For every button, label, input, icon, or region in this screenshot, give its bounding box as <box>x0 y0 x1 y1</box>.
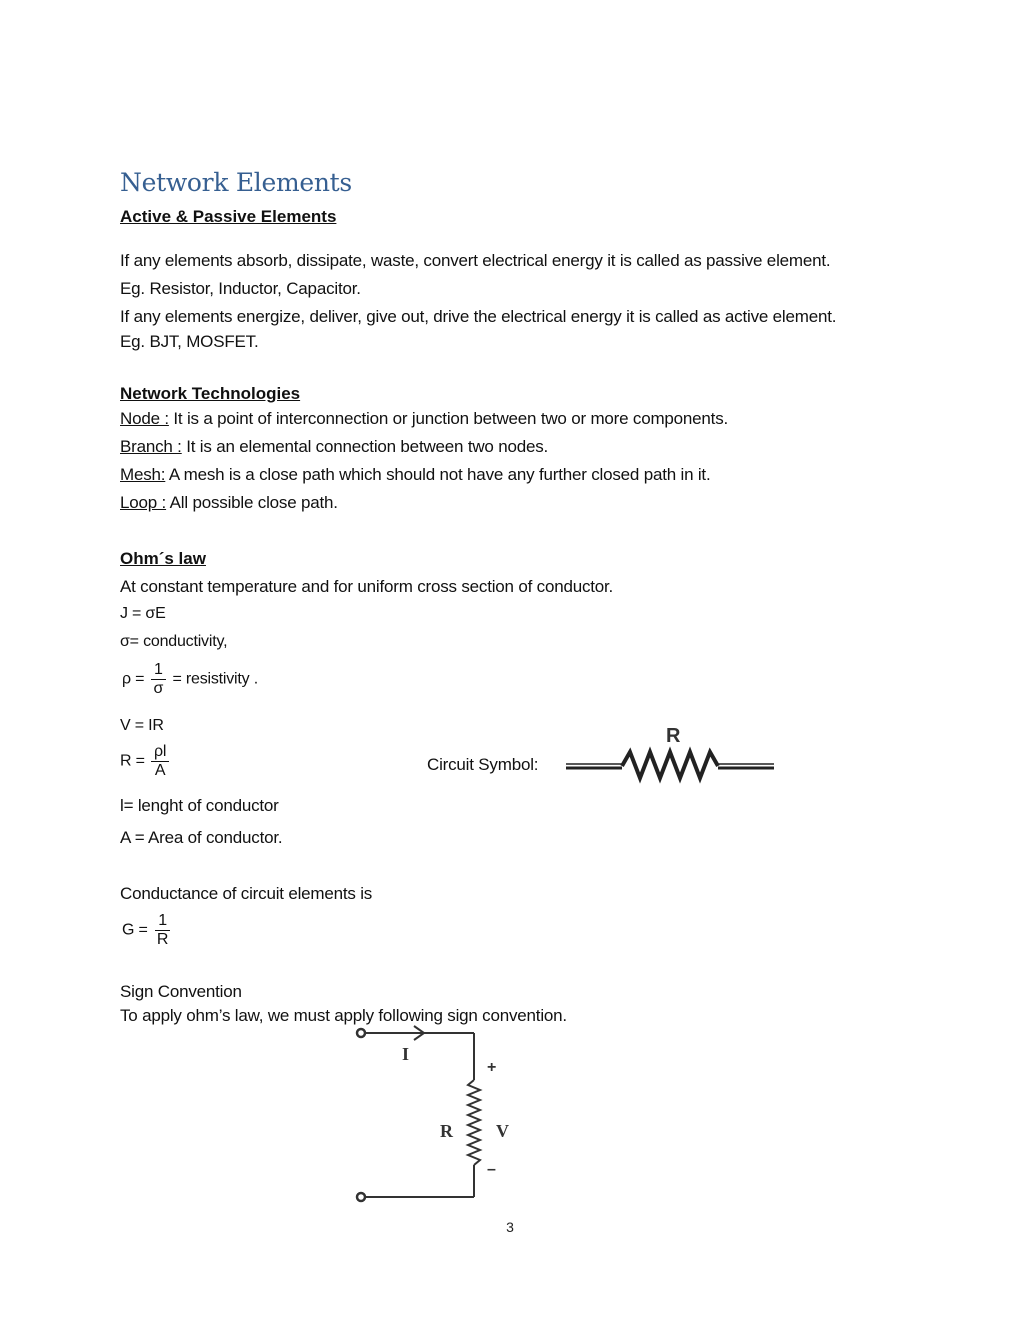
term-definition: All possible close path. <box>166 493 338 512</box>
page-number: 3 <box>506 1219 514 1235</box>
term-definition: A mesh is a close path which should not have any further closed path in it. <box>165 465 711 484</box>
circuit-symbol-label: Circuit Symbol: <box>427 755 539 774</box>
fraction <box>154 912 171 948</box>
eq-lhs: ρ = <box>122 670 145 688</box>
equation-resistance <box>120 743 171 779</box>
section-heading-network-technologies: Network Technologies <box>120 384 301 403</box>
term-definition: It is an elemental connection between two nodes. <box>181 437 549 456</box>
term-node <box>120 409 728 429</box>
denominator: σ <box>153 679 164 697</box>
equation-conductance <box>122 912 173 948</box>
ohms-law-intro: At constant temperature and for uniform cross section of conductor. <box>120 577 614 596</box>
svg-text:R: R <box>666 725 681 747</box>
denominator: R <box>156 930 169 948</box>
numerator: 1 <box>155 912 170 931</box>
numerator: 1 <box>151 661 166 680</box>
term-label: Node : <box>120 409 169 428</box>
sign-convention-text: To apply ohm’s law, we must apply following sign convention. <box>120 1006 567 1025</box>
svg-text:+: + <box>487 1059 497 1076</box>
sign-convention-diagram-icon <box>350 1022 530 1212</box>
equation-resistivity <box>122 661 258 697</box>
svg-text:V: V <box>496 1121 509 1141</box>
svg-text:I: I <box>402 1044 410 1064</box>
conductance-intro: Conductance of circuit elements is <box>120 884 373 903</box>
svg-text:R: R <box>440 1121 453 1141</box>
equation-conductivity: σ= conductivity, <box>120 633 228 650</box>
fraction <box>151 661 167 697</box>
term-mesh <box>120 465 710 485</box>
numerator: ρl <box>151 743 169 762</box>
term-loop <box>120 493 338 513</box>
term-definition: It is a point of interconnection or junction between two or more components. <box>168 409 729 428</box>
section-heading-active-passive: Active & Passive Elements <box>120 207 337 226</box>
sign-convention-heading: Sign Convention <box>120 982 242 1001</box>
term-label: Loop : <box>120 493 167 512</box>
eq-rhs: = resistivity . <box>172 670 258 688</box>
fraction <box>151 743 169 779</box>
term-label: Branch : <box>120 437 182 456</box>
denominator: A <box>154 761 166 779</box>
section-heading-ohms-law: Ohm´s law <box>120 549 206 568</box>
eq-lhs: G = <box>122 921 148 939</box>
svg-text:–: – <box>487 1161 496 1178</box>
resistor-symbol-icon <box>562 718 778 784</box>
definition-length: l= lenght of conductor <box>120 796 279 815</box>
paragraph-active-definition: If any elements energize, deliver, give out, drive the electrical energy it is called as active element. <box>120 307 837 326</box>
definition-area: A = Area of conductor. <box>120 828 283 847</box>
term-label: Mesh: <box>120 465 166 484</box>
equation-current-density: J = σE <box>120 605 166 622</box>
paragraph-active-examples: Eg. BJT, MOSFET. <box>120 332 259 351</box>
term-branch <box>120 437 548 457</box>
equation-voltage: V = IR <box>120 717 164 734</box>
paragraph-passive-definition: If any elements absorb, dissipate, waste, convert electrical energy it is called as passive element. <box>120 251 831 270</box>
eq-lhs: R = <box>120 752 145 770</box>
paragraph-passive-examples: Eg. Resistor, Inductor, Capacitor. <box>120 279 361 298</box>
page-title: Network Elements <box>120 168 352 197</box>
